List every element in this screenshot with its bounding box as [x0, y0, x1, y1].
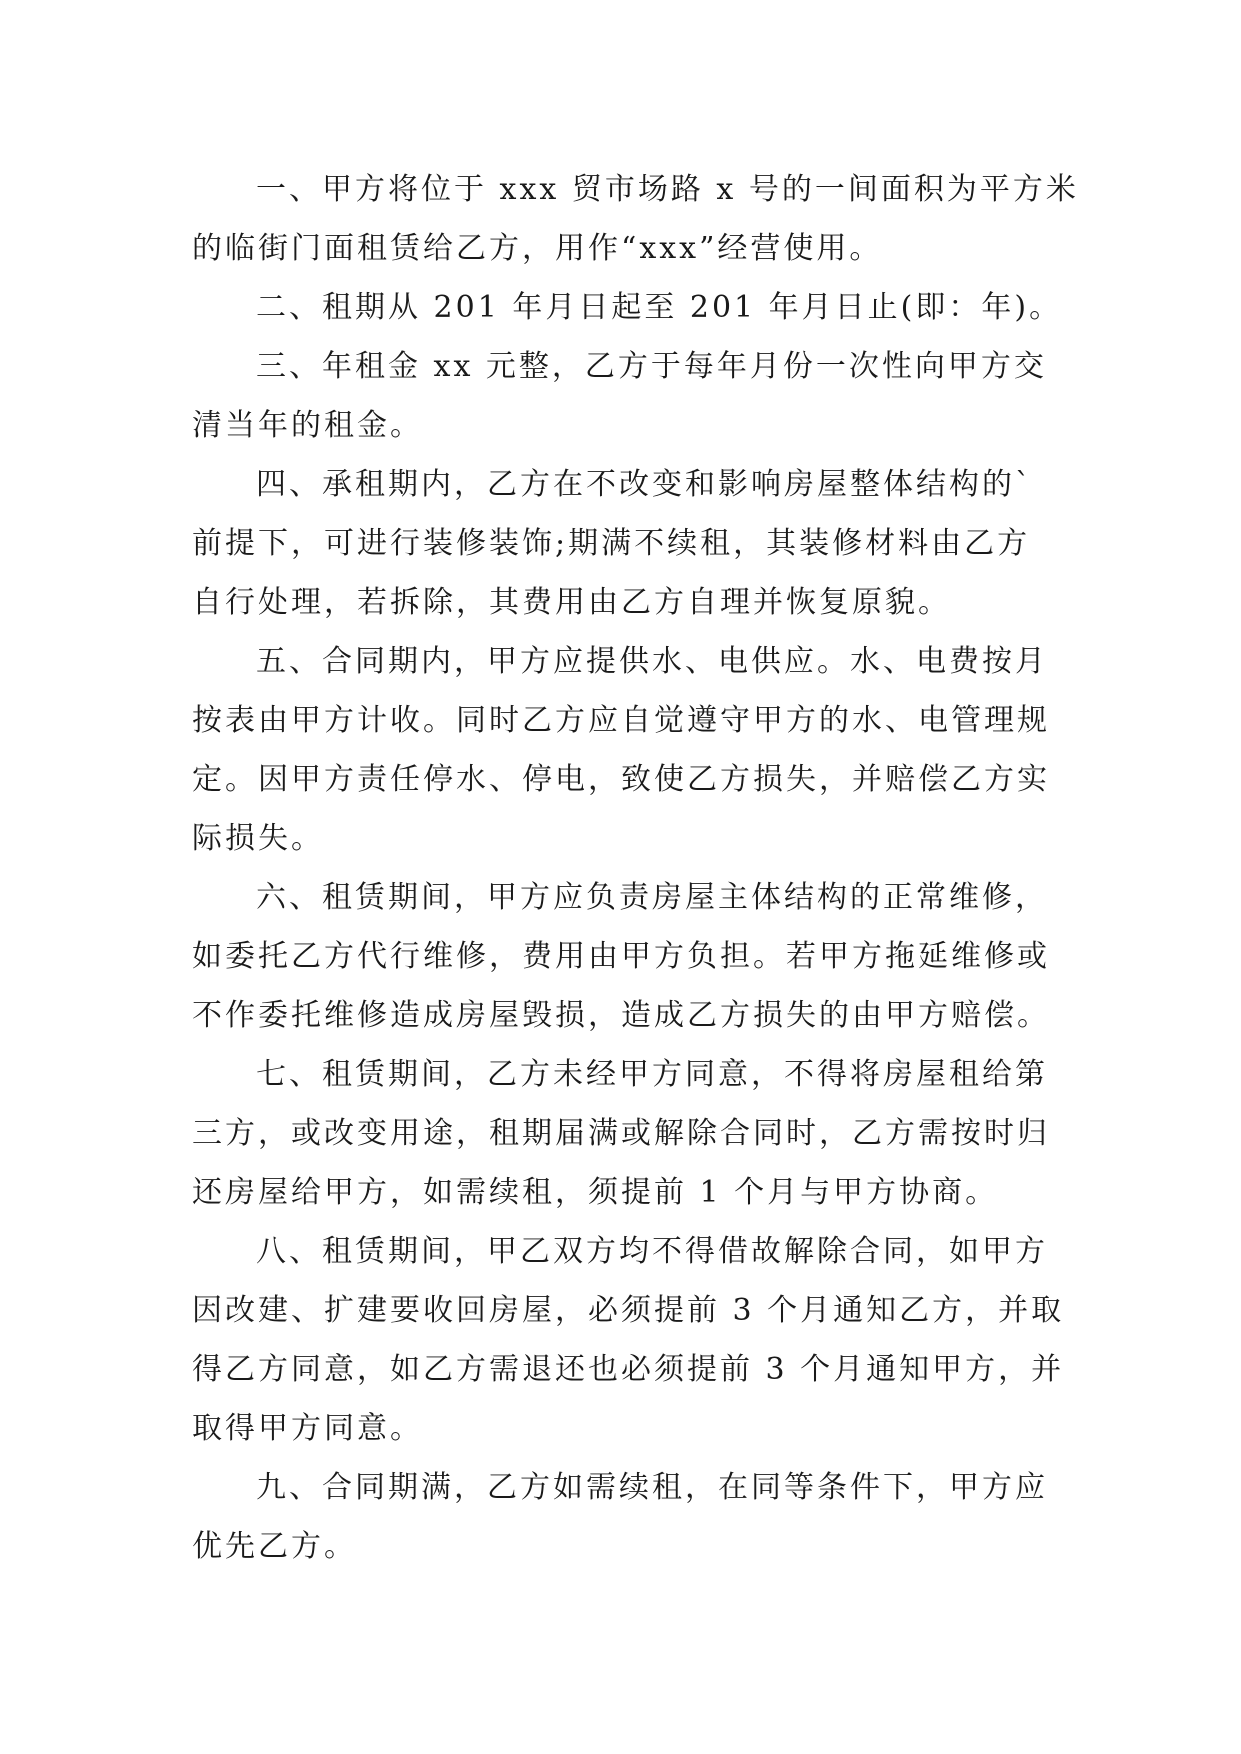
clause-line: 四、承租期内，乙方在不改变和影响房屋整体结构的`	[256, 467, 1033, 502]
clause-line: 按表由甲方计收。同时乙方应自觉遵守甲方的水、电管理规	[192, 703, 1050, 738]
clause-line: 一、甲方将位于 xxx 贸市场路 x 号的一间面积为平方米	[256, 172, 1079, 207]
contract-clauses	[192, 160, 1079, 1576]
clause-line: 清当年的租金。	[192, 408, 423, 443]
clause-5	[192, 632, 1062, 868]
clause-line: 的临街门面租赁给乙方，用作“xxx”经营使用。	[192, 231, 883, 266]
clause-line: 三、年租金 xx 元整，乙方于每年月份一次性向甲方交	[256, 349, 1047, 384]
clause-line: 三方，或改变用途，租期届满或解除合同时，乙方需按时归	[192, 1116, 1050, 1151]
clause-8	[192, 1222, 1065, 1458]
clause-line: 二、租期从 201 年月日起至 201 年月日止(即：年)。	[256, 290, 1063, 325]
clause-line: 定。因甲方责任停水、停电，致使乙方损失，并赔偿乙方实	[192, 762, 1050, 797]
clause-line: 际损失。	[192, 821, 324, 856]
clause-line: 自行处理，若拆除，其费用由乙方自理并恢复原貌。	[192, 585, 951, 620]
clause-9	[192, 1458, 1062, 1576]
clause-line: 九、合同期满，乙方如需续租，在同等条件下，甲方应	[256, 1470, 1048, 1505]
clause-line: 不作委托维修造成房屋毁损，造成乙方损失的由甲方赔偿。	[192, 998, 1050, 1033]
clause-line: 因改建、扩建要收回房屋，必须提前 3 个月通知乙方，并取	[192, 1293, 1065, 1328]
clause-4	[192, 455, 1062, 632]
clause-line: 八、租赁期间，甲乙双方均不得借故解除合同，如甲方	[256, 1234, 1048, 1269]
clause-3	[192, 337, 1062, 455]
clause-line: 如委托乙方代行维修，费用由甲方负担。若甲方拖延维修或	[192, 939, 1050, 974]
clause-line: 得乙方同意，如乙方需退还也必须提前 3 个月通知甲方，并	[192, 1352, 1065, 1387]
clause-6	[192, 868, 1062, 1045]
clause-line: 五、合同期内，甲方应提供水、电供应。水、电费按月	[256, 644, 1048, 679]
clause-1	[192, 160, 1079, 278]
clause-line: 取得甲方同意。	[192, 1411, 423, 1446]
clause-line: 六、租赁期间，甲方应负责房屋主体结构的正常维修，	[256, 880, 1048, 915]
clause-line: 前提下，可进行装修装饰;期满不续租，其装修材料由乙方	[192, 526, 1031, 561]
clause-line: 优先乙方。	[192, 1529, 357, 1564]
clause-line: 七、租赁期间，乙方未经甲方同意，不得将房屋租给第	[256, 1057, 1048, 1092]
clause-7	[192, 1045, 1062, 1222]
clause-2	[192, 278, 1062, 337]
clause-line: 还房屋给甲方，如需续租，须提前 1 个月与甲方协商。	[192, 1175, 999, 1210]
